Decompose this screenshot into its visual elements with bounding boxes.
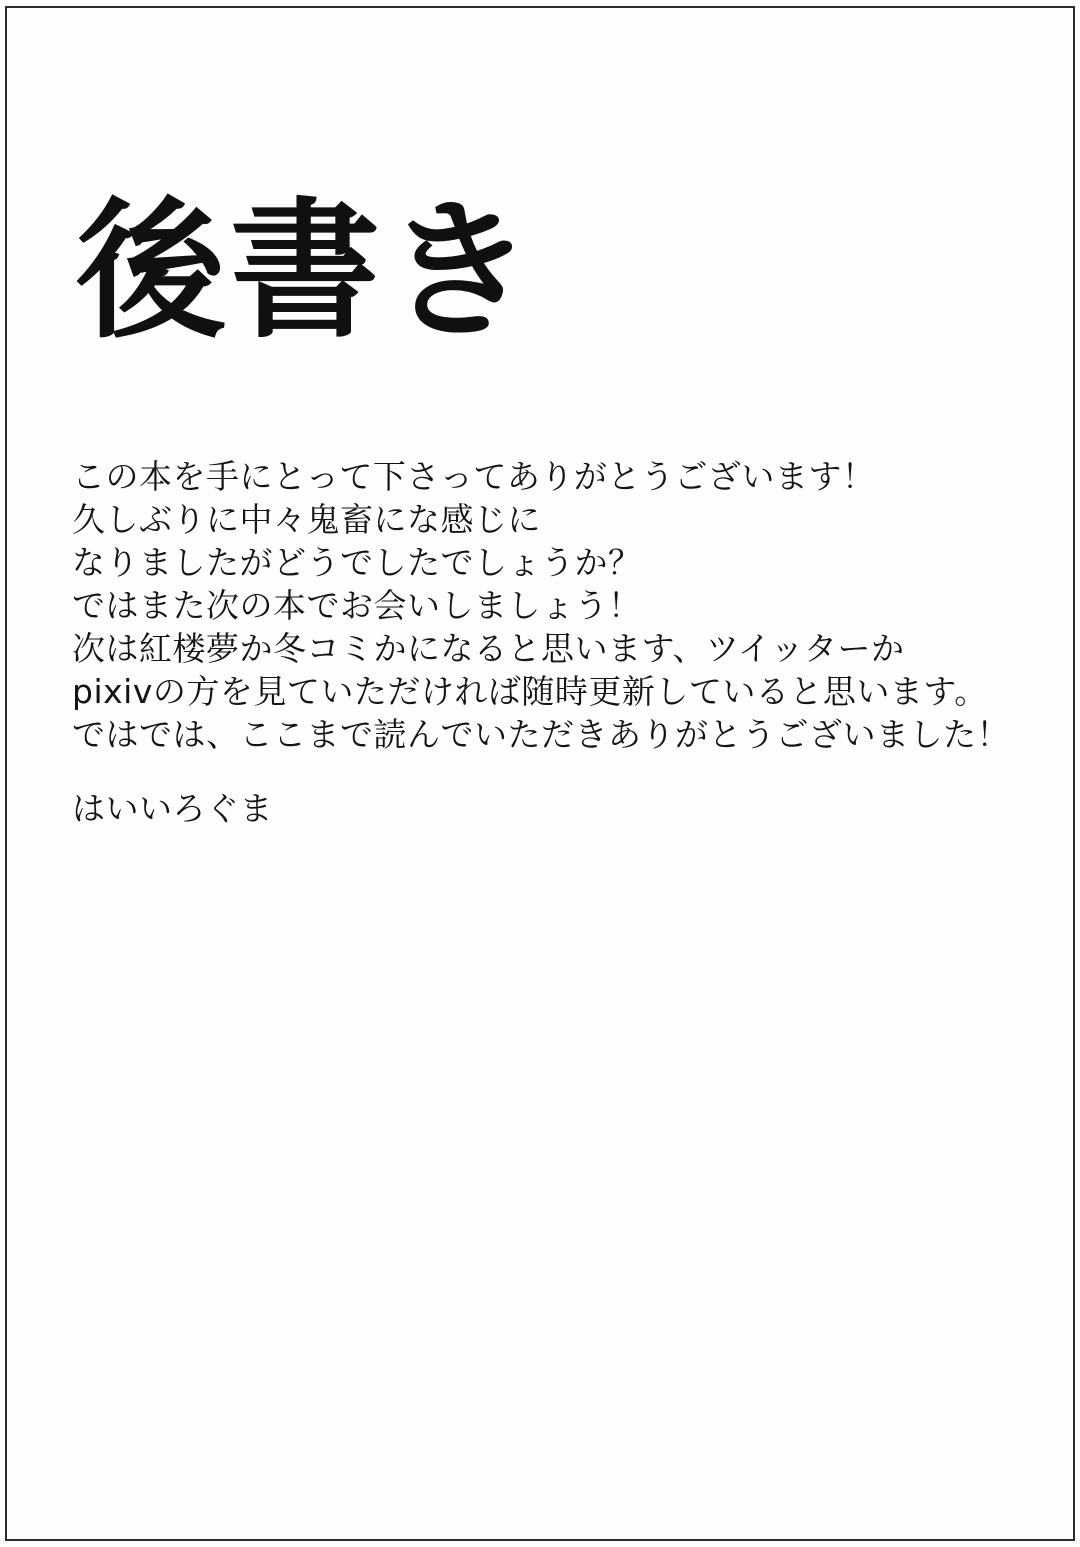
afterword-line: ではでは、ここまで読んでいただきありがとうございました！ (72, 715, 1010, 754)
afterword-text-block (72, 455, 1012, 756)
page-title: 後書き (76, 184, 539, 359)
afterword-line: なりましたがどうでしたでしょうか？ (72, 543, 642, 582)
author-signature: はいいろぐま (72, 789, 273, 828)
afterword-line: pixivの方を見ていただければ随時更新していると思います。 (72, 672, 988, 711)
afterword-line: ではまた次の本でお会いしましょう！ (72, 586, 642, 625)
afterword-line: この本を手にとって下さってありがとうございます！ (72, 457, 876, 496)
afterword-line: 久しぶりに中々鬼畜にな感じに (72, 500, 541, 539)
afterword-line: 次は紅楼夢か冬コミかになると思います、ツイッターか (72, 629, 905, 668)
